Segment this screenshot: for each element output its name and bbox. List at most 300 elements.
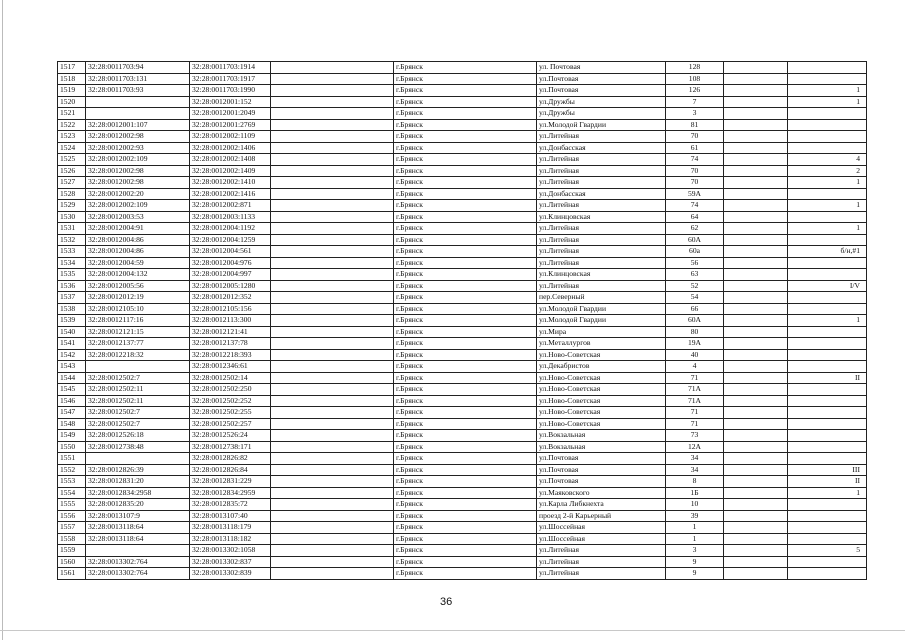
city-cell: г.Брянск (394, 119, 537, 131)
street-cell: ул.Литейная (537, 545, 666, 557)
house-number-cell: 80 (666, 326, 724, 338)
blank-column-2-cell (724, 257, 788, 269)
street-cell: ул.Вокзальная (537, 430, 666, 442)
land-cadastral-number-cell: 32:28:0012502:7 (86, 372, 190, 384)
house-number-cell: 66 (666, 303, 724, 315)
blank-column-cell (271, 464, 394, 476)
land-cadastral-number-cell: 32:28:0013302:764 (86, 568, 190, 580)
city-cell: г.Брянск (394, 269, 537, 281)
building-letter-cell (788, 395, 867, 407)
house-number-cell: 1 (666, 522, 724, 534)
blank-column-2-cell (724, 361, 788, 373)
blank-column-2-cell (724, 568, 788, 580)
blank-column-cell (271, 154, 394, 166)
building-letter-cell (788, 499, 867, 511)
street-cell: ул.Литейная (537, 131, 666, 143)
house-number-cell: 71 (666, 418, 724, 430)
row-index-cell: 1561 (58, 568, 86, 580)
building-letter-cell (788, 522, 867, 534)
building-letter-cell (788, 510, 867, 522)
land-cadastral-number-cell: 32:28:0012002:109 (86, 154, 190, 166)
table-row (58, 441, 867, 453)
land-cadastral-number-cell: 32:28:0012004:86 (86, 234, 190, 246)
blank-column-cell (271, 441, 394, 453)
street-cell: проезд 2-й Карьерный (537, 510, 666, 522)
row-index-cell: 1528 (58, 188, 86, 200)
blank-column-cell (271, 556, 394, 568)
blank-column-cell (271, 223, 394, 235)
land-cadastral-number-cell: 32:28:0011703:93 (86, 85, 190, 97)
blank-column-2-cell (724, 154, 788, 166)
blank-column-2-cell (724, 487, 788, 499)
street-cell: ул.Литейная (537, 280, 666, 292)
land-cadastral-number-cell (86, 453, 190, 465)
street-cell: ул. Почтовая (537, 62, 666, 74)
street-cell: ул.Клинцовская (537, 211, 666, 223)
house-number-cell: 71А (666, 384, 724, 396)
house-number-cell: 39 (666, 510, 724, 522)
building-cadastral-number-cell: 32:28:0012004:561 (190, 246, 271, 258)
building-letter-cell (788, 556, 867, 568)
house-number-cell: 71 (666, 407, 724, 419)
table-row (58, 338, 867, 350)
street-cell: ул.Литейная (537, 556, 666, 568)
blank-column-2-cell (724, 131, 788, 143)
blank-column-cell (271, 269, 394, 281)
table-row (58, 499, 867, 511)
house-number-cell: 54 (666, 292, 724, 304)
table-row (58, 533, 867, 545)
building-cadastral-number-cell: 32:28:0012002:1410 (190, 177, 271, 189)
building-cadastral-number-cell: 32:28:0012502:252 (190, 395, 271, 407)
blank-column-2-cell (724, 165, 788, 177)
city-cell: г.Брянск (394, 257, 537, 269)
blank-column-2-cell (724, 177, 788, 189)
building-cadastral-number-cell: 32:28:0012502:255 (190, 407, 271, 419)
blank-column-cell (271, 73, 394, 85)
building-letter-cell (788, 73, 867, 85)
street-cell: ул.Ново-Советская (537, 407, 666, 419)
land-cadastral-number-cell: 32:28:0012835:20 (86, 499, 190, 511)
row-index-cell: 1538 (58, 303, 86, 315)
blank-column-2-cell (724, 211, 788, 223)
table-row (58, 73, 867, 85)
land-cadastral-number-cell (86, 108, 190, 120)
house-number-cell: 70 (666, 131, 724, 143)
building-cadastral-number-cell: 32:28:0012121:41 (190, 326, 271, 338)
building-cadastral-number-cell: 32:28:0012346:61 (190, 361, 271, 373)
street-cell: ул.Литейная (537, 568, 666, 580)
land-cadastral-number-cell: 32:28:0012004:132 (86, 269, 190, 281)
land-cadastral-number-cell: 32:28:0012502:7 (86, 407, 190, 419)
city-cell: г.Брянск (394, 545, 537, 557)
blank-column-2-cell (724, 556, 788, 568)
blank-column-cell (271, 453, 394, 465)
building-letter-cell: 1 (788, 177, 867, 189)
house-number-cell: 71А (666, 395, 724, 407)
house-number-cell: 3 (666, 545, 724, 557)
building-letter-cell (788, 453, 867, 465)
building-cadastral-number-cell: 32:28:0012012:352 (190, 292, 271, 304)
row-index-cell: 1527 (58, 177, 86, 189)
street-cell: ул.Почтовая (537, 476, 666, 488)
table-row (58, 568, 867, 580)
row-index-cell: 1546 (58, 395, 86, 407)
blank-column-2-cell (724, 510, 788, 522)
building-cadastral-number-cell: 32:28:0012002:1409 (190, 165, 271, 177)
house-number-cell: 9 (666, 568, 724, 580)
house-number-cell: 4 (666, 361, 724, 373)
house-number-cell: 81 (666, 119, 724, 131)
street-cell: ул.Карла Либкнехта (537, 499, 666, 511)
row-index-cell: 1522 (58, 119, 86, 131)
city-cell: г.Брянск (394, 556, 537, 568)
building-letter-cell (788, 211, 867, 223)
building-letter-cell (788, 62, 867, 74)
street-cell: пер.Северный (537, 292, 666, 304)
row-index-cell: 1554 (58, 487, 86, 499)
blank-column-cell (271, 487, 394, 499)
city-cell: г.Брянск (394, 280, 537, 292)
row-index-cell: 1558 (58, 533, 86, 545)
row-index-cell: 1534 (58, 257, 86, 269)
street-cell: ул.Декабристов (537, 361, 666, 373)
building-cadastral-number-cell: 32:28:0012001:2769 (190, 119, 271, 131)
blank-column-cell (271, 418, 394, 430)
blank-column-2-cell (724, 430, 788, 442)
land-cadastral-number-cell: 32:28:0012002:98 (86, 165, 190, 177)
building-letter-cell (788, 131, 867, 143)
house-number-cell: 108 (666, 73, 724, 85)
table-row (58, 246, 867, 258)
city-cell: г.Брянск (394, 533, 537, 545)
blank-column-2-cell (724, 292, 788, 304)
land-cadastral-number-cell: 32:28:0012502:11 (86, 395, 190, 407)
land-cadastral-number-cell: 32:28:0012121:15 (86, 326, 190, 338)
building-letter-cell: б/н,#1 (788, 246, 867, 258)
land-cadastral-number-cell: 32:28:0012002:98 (86, 131, 190, 143)
land-cadastral-number-cell: 32:28:0012834:2958 (86, 487, 190, 499)
land-cadastral-number-cell: 32:28:0012012:19 (86, 292, 190, 304)
building-letter-cell: 1 (788, 200, 867, 212)
building-letter-cell (788, 533, 867, 545)
blank-column-cell (271, 303, 394, 315)
building-cadastral-number-cell: 32:28:0012003:1133 (190, 211, 271, 223)
house-number-cell: 40 (666, 349, 724, 361)
street-cell: ул.Донбасская (537, 142, 666, 154)
table-row (58, 234, 867, 246)
street-cell: ул.Литейная (537, 257, 666, 269)
house-number-cell: 62 (666, 223, 724, 235)
building-cadastral-number-cell: 32:28:0012004:976 (190, 257, 271, 269)
row-index-cell: 1525 (58, 154, 86, 166)
row-index-cell: 1524 (58, 142, 86, 154)
blank-column-2-cell (724, 200, 788, 212)
row-index-cell: 1551 (58, 453, 86, 465)
blank-column-2-cell (724, 407, 788, 419)
blank-column-2-cell (724, 315, 788, 327)
row-index-cell: 1540 (58, 326, 86, 338)
building-cadastral-number-cell: 32:28:0012113:300 (190, 315, 271, 327)
house-number-cell: 61 (666, 142, 724, 154)
scan-bottom-edge (0, 630, 905, 631)
street-cell: ул.Литейная (537, 234, 666, 246)
blank-column-2-cell (724, 62, 788, 74)
street-cell: ул.Молодой Гвардии (537, 119, 666, 131)
blank-column-cell (271, 476, 394, 488)
table-row (58, 476, 867, 488)
table-row (58, 177, 867, 189)
table-row (58, 487, 867, 499)
blank-column-cell (271, 430, 394, 442)
house-number-cell: 9 (666, 556, 724, 568)
city-cell: г.Брянск (394, 200, 537, 212)
row-index-cell: 1519 (58, 85, 86, 97)
land-cadastral-number-cell (86, 361, 190, 373)
blank-column-2-cell (724, 73, 788, 85)
house-number-cell: 12А (666, 441, 724, 453)
building-cadastral-number-cell: 32:28:0011703:1914 (190, 62, 271, 74)
street-cell: ул.Почтовая (537, 85, 666, 97)
land-cadastral-number-cell: 32:28:0012004:91 (86, 223, 190, 235)
table-row (58, 522, 867, 534)
land-cadastral-number-cell: 32:28:0012117:16 (86, 315, 190, 327)
row-index-cell: 1547 (58, 407, 86, 419)
blank-column-cell (271, 361, 394, 373)
building-letter-cell (788, 349, 867, 361)
blank-column-2-cell (724, 234, 788, 246)
city-cell: г.Брянск (394, 154, 537, 166)
building-cadastral-number-cell: 32:28:0012738:171 (190, 441, 271, 453)
building-cadastral-number-cell: 32:28:0012005:1280 (190, 280, 271, 292)
land-cadastral-number-cell: 32:28:0012526:18 (86, 430, 190, 442)
row-index-cell: 1523 (58, 131, 86, 143)
house-number-cell: 56 (666, 257, 724, 269)
city-cell: г.Брянск (394, 303, 537, 315)
house-number-cell: 73 (666, 430, 724, 442)
building-cadastral-number-cell: 32:28:0012835:72 (190, 499, 271, 511)
city-cell: г.Брянск (394, 441, 537, 453)
city-cell: г.Брянск (394, 568, 537, 580)
street-cell: ул.Молодой Гвардии (537, 315, 666, 327)
blank-column-cell (271, 533, 394, 545)
city-cell: г.Брянск (394, 372, 537, 384)
building-cadastral-number-cell: 32:28:0012826:84 (190, 464, 271, 476)
table-row (58, 165, 867, 177)
row-index-cell: 1543 (58, 361, 86, 373)
building-letter-cell: 2 (788, 165, 867, 177)
blank-column-cell (271, 257, 394, 269)
building-letter-cell (788, 384, 867, 396)
building-letter-cell (788, 303, 867, 315)
city-cell: г.Брянск (394, 361, 537, 373)
building-cadastral-number-cell: 32:28:0013107:40 (190, 510, 271, 522)
house-number-cell: 126 (666, 85, 724, 97)
blank-column-cell (271, 372, 394, 384)
blank-column-2-cell (724, 418, 788, 430)
street-cell: ул.Ново-Советская (537, 395, 666, 407)
blank-column-cell (271, 96, 394, 108)
blank-column-cell (271, 499, 394, 511)
house-number-cell: 70 (666, 177, 724, 189)
building-letter-cell: 1 (788, 96, 867, 108)
table-row (58, 407, 867, 419)
land-cadastral-number-cell: 32:28:0012502:11 (86, 384, 190, 396)
blank-column-cell (271, 395, 394, 407)
building-letter-cell (788, 338, 867, 350)
blank-column-cell (271, 188, 394, 200)
table-row (58, 372, 867, 384)
building-letter-cell (788, 441, 867, 453)
row-index-cell: 1530 (58, 211, 86, 223)
table-row (58, 303, 867, 315)
street-cell: ул.Молодой Гвардии (537, 303, 666, 315)
building-letter-cell (788, 234, 867, 246)
table-row (58, 142, 867, 154)
building-cadastral-number-cell: 32:28:0012105:156 (190, 303, 271, 315)
blank-column-2-cell (724, 453, 788, 465)
house-number-cell: 59А (666, 188, 724, 200)
blank-column-2-cell (724, 280, 788, 292)
city-cell: г.Брянск (394, 188, 537, 200)
table-row (58, 430, 867, 442)
city-cell: г.Брянск (394, 395, 537, 407)
street-cell: ул.Ново-Советская (537, 372, 666, 384)
building-letter-cell: 1 (788, 85, 867, 97)
city-cell: г.Брянск (394, 85, 537, 97)
land-cadastral-number-cell: 32:28:0012003:53 (86, 211, 190, 223)
land-cadastral-number-cell: 32:28:0012002:93 (86, 142, 190, 154)
blank-column-cell (271, 568, 394, 580)
city-cell: г.Брянск (394, 476, 537, 488)
city-cell: г.Брянск (394, 131, 537, 143)
row-index-cell: 1518 (58, 73, 86, 85)
building-letter-cell (788, 418, 867, 430)
building-cadastral-number-cell: 32:28:0012001:152 (190, 96, 271, 108)
street-cell: ул.Литейная (537, 200, 666, 212)
table-row (58, 280, 867, 292)
house-number-cell: 7 (666, 96, 724, 108)
blank-column-2-cell (724, 395, 788, 407)
city-cell: г.Брянск (394, 338, 537, 350)
building-cadastral-number-cell: 32:28:0011703:1990 (190, 85, 271, 97)
building-letter-cell (788, 269, 867, 281)
blank-column-2-cell (724, 338, 788, 350)
blank-column-2-cell (724, 269, 788, 281)
table-row (58, 85, 867, 97)
table-body (58, 62, 867, 580)
row-index-cell: 1532 (58, 234, 86, 246)
blank-column-2-cell (724, 223, 788, 235)
land-cadastral-number-cell: 32:28:0013302:764 (86, 556, 190, 568)
building-cadastral-number-cell: 32:28:0013118:179 (190, 522, 271, 534)
row-index-cell: 1552 (58, 464, 86, 476)
blank-column-2-cell (724, 464, 788, 476)
land-cadastral-number-cell: 32:28:0012502:7 (86, 418, 190, 430)
blank-column-2-cell (724, 499, 788, 511)
city-cell: г.Брянск (394, 430, 537, 442)
row-index-cell: 1541 (58, 338, 86, 350)
row-index-cell: 1526 (58, 165, 86, 177)
row-index-cell: 1533 (58, 246, 86, 258)
blank-column-cell (271, 522, 394, 534)
land-cadastral-number-cell: 32:28:0012137:77 (86, 338, 190, 350)
address-register-table (57, 61, 867, 580)
city-cell: г.Брянск (394, 487, 537, 499)
building-letter-cell (788, 568, 867, 580)
house-number-cell: 71 (666, 372, 724, 384)
house-number-cell: 1Б (666, 487, 724, 499)
street-cell: ул.Шоссейная (537, 522, 666, 534)
blank-column-cell (271, 280, 394, 292)
building-cadastral-number-cell: 32:28:0012137:78 (190, 338, 271, 350)
city-cell: г.Брянск (394, 96, 537, 108)
house-number-cell: 10 (666, 499, 724, 511)
blank-column-cell (271, 200, 394, 212)
house-number-cell: 63 (666, 269, 724, 281)
land-cadastral-number-cell: 32:28:0012005:56 (86, 280, 190, 292)
building-cadastral-number-cell: 32:28:0012526:24 (190, 430, 271, 442)
blank-column-cell (271, 177, 394, 189)
blank-column-cell (271, 119, 394, 131)
land-cadastral-number-cell: 32:28:0012831:20 (86, 476, 190, 488)
table-row (58, 315, 867, 327)
building-letter-cell (788, 119, 867, 131)
building-cadastral-number-cell: 32:28:0012004:1259 (190, 234, 271, 246)
city-cell: г.Брянск (394, 62, 537, 74)
city-cell: г.Брянск (394, 315, 537, 327)
blank-column-cell (271, 349, 394, 361)
building-letter-cell (788, 108, 867, 120)
blank-column-cell (271, 62, 394, 74)
row-index-cell: 1520 (58, 96, 86, 108)
table-row (58, 223, 867, 235)
blank-column-2-cell (724, 384, 788, 396)
table-row (58, 96, 867, 108)
row-index-cell: 1537 (58, 292, 86, 304)
land-cadastral-number-cell: 32:28:0012001:107 (86, 119, 190, 131)
house-number-cell: 34 (666, 453, 724, 465)
street-cell: ул.Почтовая (537, 464, 666, 476)
blank-column-2-cell (724, 142, 788, 154)
city-cell: г.Брянск (394, 73, 537, 85)
land-cadastral-number-cell: 32:28:0012002:109 (86, 200, 190, 212)
building-letter-cell (788, 142, 867, 154)
building-cadastral-number-cell: 32:28:0012002:1408 (190, 154, 271, 166)
city-cell: г.Брянск (394, 177, 537, 189)
building-cadastral-number-cell: 32:28:0012502:257 (190, 418, 271, 430)
blank-column-cell (271, 338, 394, 350)
blank-column-cell (271, 407, 394, 419)
land-cadastral-number-cell: 32:28:0012826:39 (86, 464, 190, 476)
row-index-cell: 1539 (58, 315, 86, 327)
table-row (58, 349, 867, 361)
land-cadastral-number-cell: 32:28:0012004:59 (86, 257, 190, 269)
city-cell: г.Брянск (394, 108, 537, 120)
row-index-cell: 1559 (58, 545, 86, 557)
street-cell: ул.Шоссейная (537, 533, 666, 545)
building-letter-cell (788, 326, 867, 338)
blank-column-2-cell (724, 545, 788, 557)
table-row (58, 361, 867, 373)
house-number-cell: 74 (666, 200, 724, 212)
blank-column-2-cell (724, 349, 788, 361)
city-cell: г.Брянск (394, 464, 537, 476)
city-cell: г.Брянск (394, 326, 537, 338)
house-number-cell: 19А (666, 338, 724, 350)
blank-column-2-cell (724, 108, 788, 120)
land-cadastral-number-cell: 32:28:0012738:48 (86, 441, 190, 453)
